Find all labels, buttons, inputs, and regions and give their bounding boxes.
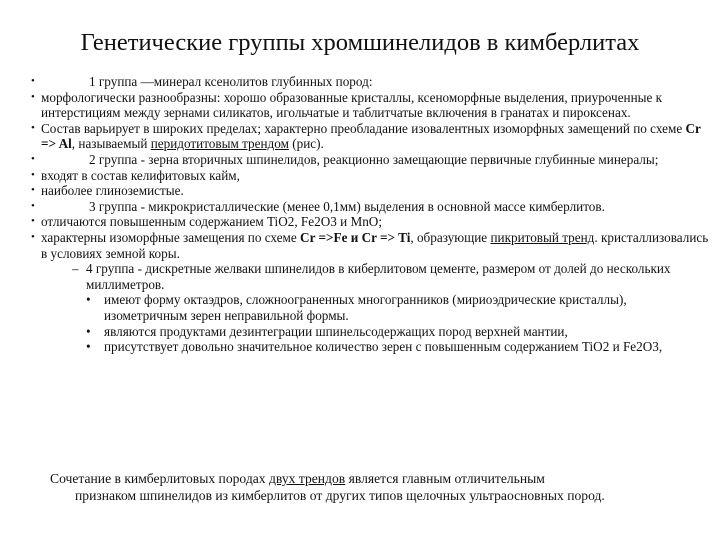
bullet-icon: • [31,168,35,181]
bullet-morphology [0,90,720,121]
bullet-text-part: , образующие [410,229,491,245]
scheme-bold: Cr => Al [41,120,701,152]
bullet-composition [0,121,720,152]
bullet-picrite [0,230,720,261]
dash-icon: – [72,261,79,277]
picrite-trend-link[interactable]: пикритовый тренд [490,229,595,245]
bullet-kelyphite [0,168,720,184]
bullet-icon: • [31,152,35,165]
summary-paragraph [50,470,710,504]
sub-bullet-grains [0,339,720,355]
bullet-group-1 [0,74,720,90]
bullet-icon: • [86,339,91,355]
peridotite-trend-link[interactable]: перидотитовым трендом [150,136,289,152]
bullet-group-2 [0,152,720,168]
bullet-icon: • [86,323,91,339]
bullet-icon: • [86,292,91,308]
bullet-text: присутствует довольно значительное количество зерен с повышенным содержанием TiO2 и Fe2O3, [104,339,663,355]
bullet-icon: • [31,199,35,212]
bullet-text: 3 группа - микрокристаллические (менее 0,1мм) выделения в основной массе кимберлитов. [89,198,605,214]
bullet-text: 2 группа - зерна вторичных шпинелидов, реакционно замещающие первичные глубинные минералы; [89,151,659,167]
summary-text-line2: признаком шпинелидов из кимберлитов от других типов щелочных ультраосновных пород. [75,488,605,503]
bullet-list [0,74,720,355]
summary-text: является главным отличительным [345,471,545,486]
bullet-icon: • [31,75,35,87]
bullet-text: имеют форму октаэдров, сложноограненных многогранников (мириоэдрические кристаллы), изометричным зерен неправильной формы. [104,292,627,323]
bullet-text: морфологически разнообразны: хорошо образованные кристаллы, ксеноморфные выделения, приуроченные к интерстициям между зернами силикатов, игольчатые и таблитчатые включения в гранатах и пироксенах. [41,89,663,121]
bullet-text: отличаются повышенным содержанием TiO2, Fe2O3 и MnO; [41,214,382,230]
bullet-icon: • [31,230,35,243]
sub-bullet-disintegration [0,324,720,340]
bullet-group-4 [0,261,720,292]
bullet-text: наиболее глиноземистые. [41,183,184,199]
bullet-icon: • [31,121,35,134]
summary-text: Сочетание в кимберлитовых породах [50,471,269,486]
bullet-text-part: . кристаллизовались в условиях земной коры. [41,229,709,261]
bullet-text: являются продуктами дезинтеграции шпинельсодержащих пород верхней мантии, [104,323,568,339]
bullet-text-part: , называемый [71,136,151,152]
bullet-alumina [0,183,720,199]
bullet-text: входят в состав келифитовых кайм, [41,167,240,183]
two-trends-link[interactable]: двух трендов [268,471,346,486]
bullet-text: 1 группа —минерал ксенолитов глубинных пород: [89,74,373,89]
slide-title: Генетические группы хромшинелидов в кимберлитах [80,29,640,56]
bullet-icon: • [31,184,35,197]
bullet-text-part: Состав варьирует в широких пределах; характерно преобладание изовалентных изоморфных замещений по схеме [41,120,686,136]
bullet-group-3 [0,199,720,215]
bullet-icon: • [31,215,35,228]
sub-bullet-shape [0,292,720,323]
bullet-oxides [0,214,720,230]
bullet-text-part: характерны изоморфные замещения по схеме [41,229,301,245]
bullet-text: 4 группа - дискретные желваки шпинелидов в киберлитовом цементе, размером от долей до нескольких миллиметров. [86,261,671,292]
scheme-bold: Cr =>Fe и Cr => Ti [300,229,411,245]
bullet-text-part: (рис). [288,136,324,152]
bullet-icon: • [31,90,35,103]
